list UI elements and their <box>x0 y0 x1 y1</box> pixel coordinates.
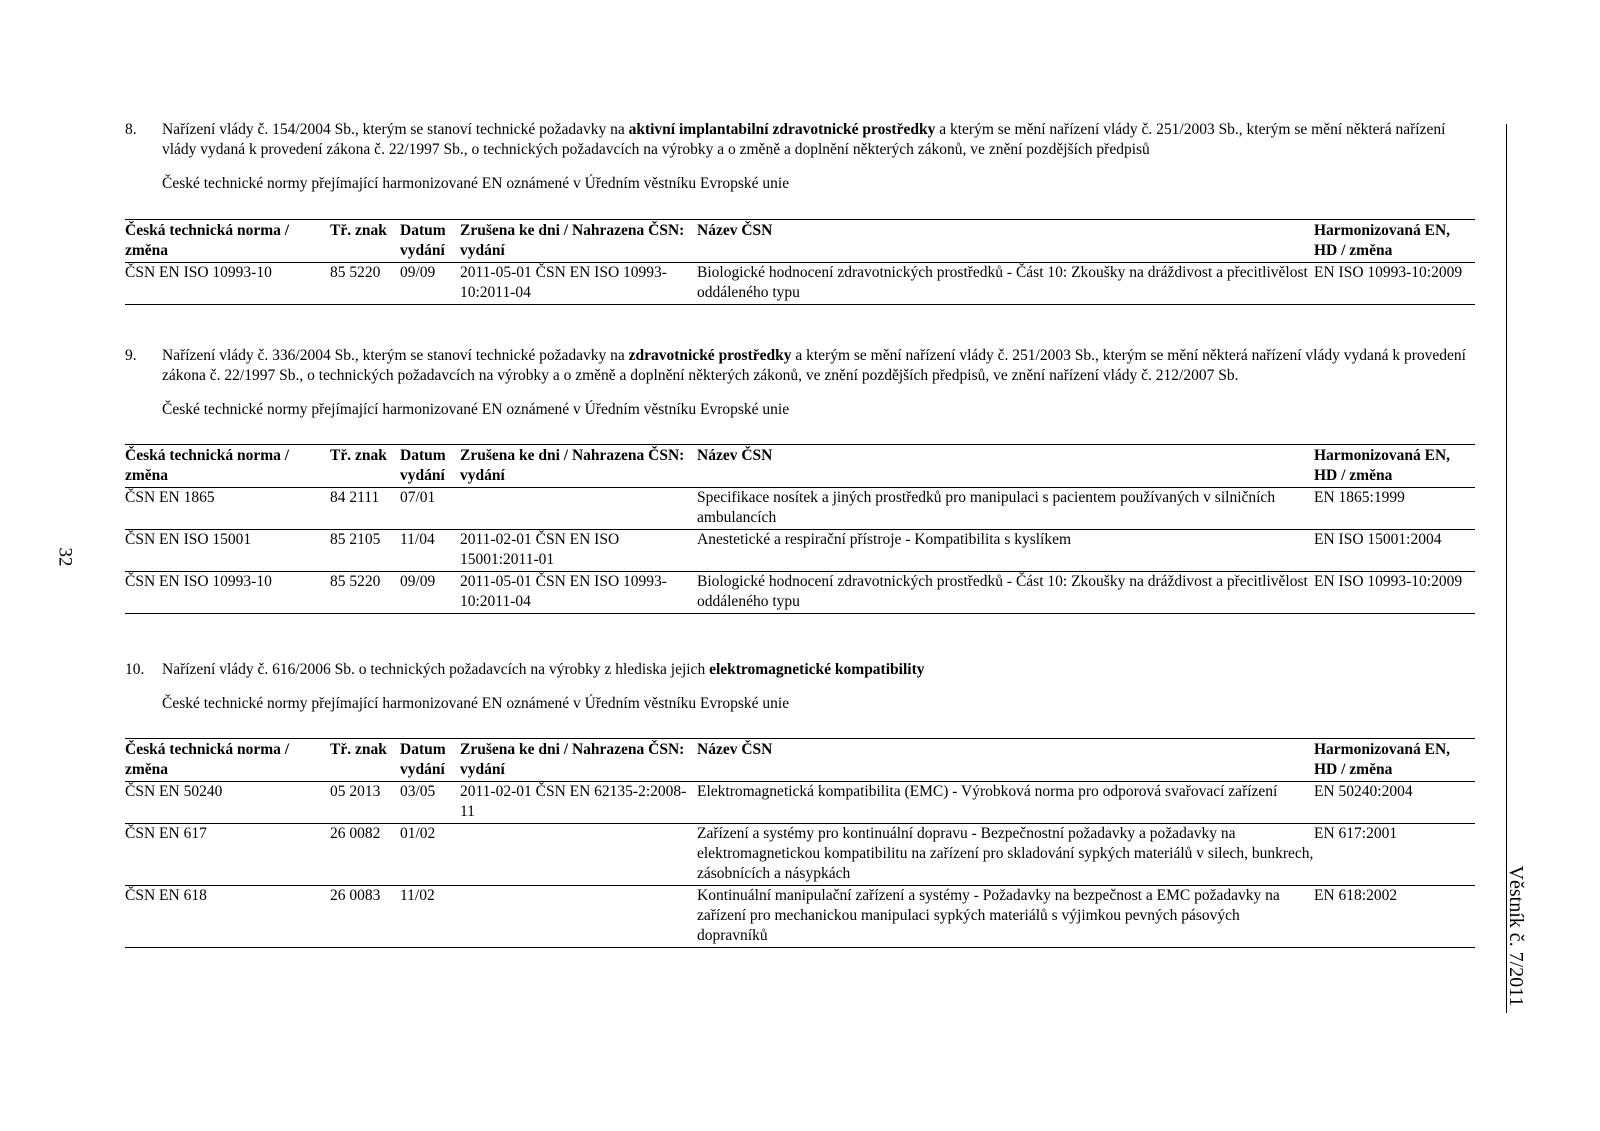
table-row <box>125 263 1475 305</box>
section-number: 8. <box>125 121 137 138</box>
heading-text: Nařízení vlády č. 336/2004 Sb., kterým se stanoví technické požadavky na <box>162 347 629 364</box>
col-harmonized: Harmonizovaná EN, HD / změna <box>1314 447 1451 484</box>
cell-cancel <box>460 886 697 948</box>
heading-text: Nařízení vlády č. 616/2006 Sb. o technických požadavcích na výrobky z hlediska jejich <box>162 661 710 678</box>
cell-cancel: 2011-02-01 ČSN EN ISO 15001:2011-01 <box>460 531 620 568</box>
cell-name: Biologické hodnocení zdravotnických prostředků - Část 10: Zkoušky na dráždivost a přecitlivělost oddáleného typu <box>697 573 1308 610</box>
cell-name: Anestetické a respirační přístroje - Kompatibilita s kyslíkem <box>697 531 1072 548</box>
section-subtitle: České technické normy přejímající harmonizované EN oznámené v Úředním věstníku Evropské unie <box>162 401 790 418</box>
section-subtitle: České technické normy přejímající harmonizované EN oznámené v Úředním věstníku Evropské unie <box>162 695 790 712</box>
cell-date: 03/05 <box>400 783 436 800</box>
section-9 <box>125 346 1475 420</box>
journal-label: Věstník č. 7/2011 <box>1505 865 1527 1007</box>
heading-bold: elektromagnetické kompatibility <box>709 661 925 678</box>
table-row <box>125 530 1475 572</box>
heading-text-after: a kterým se mění nařízení vlády č. 251/2003 Sb., kterým se mění některá nařízení vlády vydaná k provedení zákona č. 22/1997 Sb., o technických požadavcích na výrobky a o změně a doplnění některých zákonů, ve znění pozdějších předpisů, ve znění nařízení vlády č. 212/2007 Sb. <box>162 347 1466 384</box>
col-norm: Česká technická norma / změna <box>125 741 290 778</box>
col-name: Název ČSN <box>697 222 773 239</box>
cell-norm: ČSN EN 617 <box>125 825 207 842</box>
cell-harmonized: EN ISO 10993-10:2009 <box>1314 573 1463 590</box>
cell-harmonized: EN ISO 15001:2004 <box>1314 531 1442 548</box>
cell-date: 11/04 <box>400 531 435 548</box>
section-heading <box>125 346 1475 386</box>
table-header <box>125 445 1475 488</box>
cell-class: 84 2111 <box>330 489 380 506</box>
heading-bold: aktivní implantabilní zdravotnické prostředky <box>628 121 936 138</box>
cell-class: 85 5220 <box>330 264 381 281</box>
cell-norm: ČSN EN ISO 10993-10 <box>125 264 272 281</box>
cell-cancel <box>460 824 697 886</box>
col-class: Tř. znak <box>330 222 387 239</box>
col-class: Tř. znak <box>330 447 387 464</box>
table-row <box>125 782 1475 824</box>
cell-name: Zařízení a systémy pro kontinuální dopravu - Bezpečnostní požadavky a požadavky na elektromagnetickou kompatibilitu na zařízení pro skladování sypkých materiálů v silech, bunkrech, zásobnících a násypkách <box>697 825 1314 882</box>
table-row <box>125 572 1475 614</box>
table-row <box>125 886 1475 948</box>
cell-date: 09/09 <box>400 264 436 281</box>
cell-norm: ČSN EN 50240 <box>125 783 223 800</box>
cell-cancel <box>460 488 697 530</box>
cell-harmonized: EN ISO 10993-10:2009 <box>1314 264 1463 281</box>
norms-table-9 <box>125 444 1475 614</box>
cell-name: Elektromagnetická kompatibilita (EMC) - Výrobková norma pro odporová svařovací zařízení <box>697 783 1278 800</box>
cell-cancel: 2011-05-01 ČSN EN ISO 10993-10:2011-04 <box>460 573 667 610</box>
col-name: Název ČSN <box>697 447 773 464</box>
cell-class: 85 2105 <box>330 531 381 548</box>
col-harmonized: Harmonizovaná EN, HD / změna <box>1314 741 1451 778</box>
table-row <box>125 488 1475 530</box>
heading-text: Nařízení vlády č. 154/2004 Sb., kterým se stanoví technické požadavky na <box>162 121 629 138</box>
page-number: 32 <box>54 547 76 567</box>
cell-norm: ČSN EN ISO 10993-10 <box>125 573 272 590</box>
cell-date: 07/01 <box>400 489 436 506</box>
section-10 <box>125 660 1475 714</box>
section-8 <box>125 120 1475 194</box>
col-name: Název ČSN <box>697 741 773 758</box>
section-number: 9. <box>125 347 137 364</box>
col-cancel: Zrušena ke dni / Nahrazena ČSN: vydání <box>460 447 685 484</box>
section-number: 10. <box>125 661 145 678</box>
norms-table-10 <box>125 738 1475 948</box>
cell-cancel: 2011-05-01 ČSN EN ISO 10993-10:2011-04 <box>460 264 667 301</box>
cell-norm: ČSN EN ISO 15001 <box>125 531 252 548</box>
heading-bold: zdravotnické prostředky <box>628 347 792 364</box>
cell-name: Kontinuální manipulační zařízení a systémy - Požadavky na bezpečnost a EMC požadavky na zařízení pro mechanickou manipulaci sypkých materiálů s výjimkou pevných pásových dopravníků <box>697 887 1280 944</box>
col-norm: Česká technická norma / změna <box>125 222 290 259</box>
cell-name: Specifikace nosítek a jiných prostředků pro manipulaci s pacientem používaných v silničních ambulancích <box>697 489 1276 526</box>
cell-date: 11/02 <box>400 887 435 904</box>
cell-class: 26 0083 <box>330 887 381 904</box>
col-date: Datum vydání <box>400 741 446 778</box>
col-date: Datum vydání <box>400 447 446 484</box>
cell-harmonized: EN 617:2001 <box>1314 825 1398 842</box>
cell-class: 85 5220 <box>330 573 381 590</box>
section-heading <box>125 120 1475 160</box>
cell-class: 26 0082 <box>330 825 381 842</box>
cell-harmonized: EN 618:2002 <box>1314 887 1398 904</box>
section-subtitle: České technické normy přejímající harmonizované EN oznámené v Úředním věstníku Evropské unie <box>162 175 790 192</box>
table-row <box>125 824 1475 886</box>
cell-date: 09/09 <box>400 573 436 590</box>
cell-name: Biologické hodnocení zdravotnických prostředků - Část 10: Zkoušky na dráždivost a přecitlivělost oddáleného typu <box>697 264 1308 301</box>
cell-date: 01/02 <box>400 825 436 842</box>
cell-cancel: 2011-02-01 ČSN EN 62135-2:2008-11 <box>460 783 687 820</box>
cell-class: 05 2013 <box>330 783 381 800</box>
heading-text-after: a kterým se mění nařízení vlády č. 251/2003 Sb., kterým se mění některá nařízení vlády vydaná k provedení zákona č. 22/1997 Sb., o technických požadavcích na výrobky a o změně a doplnění některých zákonů, ve znění pozdějších předpisů <box>162 121 1446 158</box>
cell-harmonized: EN 50240:2004 <box>1314 783 1413 800</box>
col-cancel: Zrušena ke dni / Nahrazena ČSN: vydání <box>460 222 685 259</box>
table-header <box>125 739 1475 782</box>
cell-norm: ČSN EN 618 <box>125 887 207 904</box>
norms-table-8 <box>125 219 1475 305</box>
col-class: Tř. znak <box>330 741 387 758</box>
col-harmonized: Harmonizovaná EN, HD / změna <box>1314 222 1451 259</box>
cell-harmonized: EN 1865:1999 <box>1314 489 1405 506</box>
section-heading <box>125 660 1475 680</box>
col-date: Datum vydání <box>400 222 446 259</box>
col-cancel: Zrušena ke dni / Nahrazena ČSN: vydání <box>460 741 685 778</box>
cell-norm: ČSN EN 1865 <box>125 489 215 506</box>
table-header <box>125 220 1475 263</box>
col-norm: Česká technická norma / změna <box>125 447 290 484</box>
